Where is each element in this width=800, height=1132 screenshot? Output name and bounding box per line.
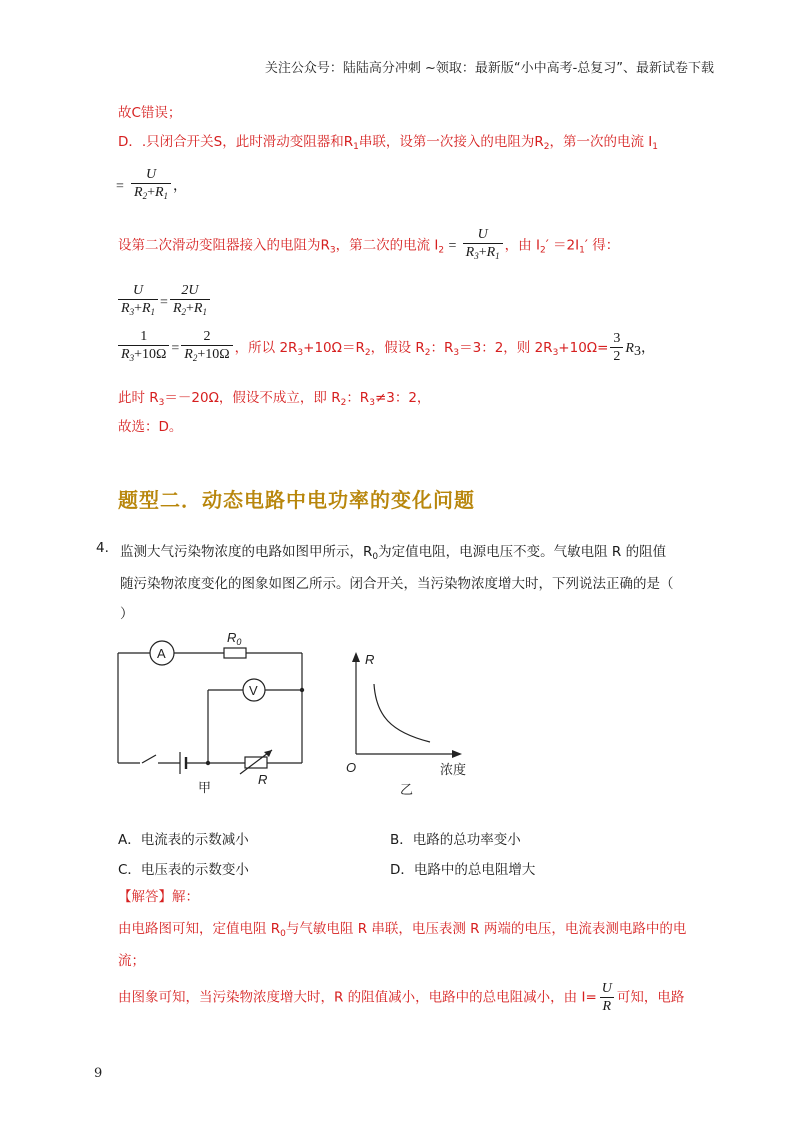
text: ，第一次的电流 I	[549, 134, 653, 150]
fraction-three-halves: $\frac{3}{2}$	[610, 330, 623, 365]
question-line-1: 监测大气污染物浓度的电路如图甲所示，$R_0$为定值电阻，电源电压不变。气敏电阻 R 的阻值	[120, 544, 667, 562]
junction-dot	[206, 761, 210, 765]
page-header: 关注公众号：陆陆高分冲刺 ~领取：最新版“小中高考-总复习”、最新试卷下载	[264, 61, 714, 76]
fraction-right: $\frac{2}{R_2+10\Omega}$	[181, 328, 232, 367]
r0-label: $R_0$	[227, 630, 242, 647]
x-axis-arrow	[452, 750, 462, 758]
graph-curve	[374, 684, 430, 742]
switch-lever	[142, 755, 156, 763]
option-b: B．电路的总功率变小	[390, 832, 521, 848]
fraction-right: $\frac{2U}{R_2+R_1}$	[170, 282, 210, 321]
page-number: 9	[94, 1066, 103, 1081]
fraction-u-over-r3r1: $\frac{U}{R_3+R_1}$	[463, 226, 503, 265]
circuit-and-graph-figure	[100, 620, 500, 810]
fraction-u-over-r2r1	[131, 166, 171, 205]
formula-i1	[116, 166, 187, 205]
sub: 1	[353, 142, 359, 152]
question-line-2: 随污染物浓度变化的图象如图乙所示。闭合开关，当污染物浓度增大时，下列说法正确的是（	[120, 576, 674, 592]
option-d: D．电路中的总电阻增大	[390, 862, 536, 878]
solution-line-contradiction: 此时 $R_3=-20\Omega$，假设不成立，即 $R_2$：$R_3\ne 3$：2，	[118, 390, 431, 408]
circuit-caption: 甲	[198, 780, 212, 795]
numerator: U	[145, 167, 157, 182]
text: D．.只闭合开关S，此时滑动变阻器和R	[118, 134, 354, 150]
varistor-arrowhead	[264, 750, 272, 757]
formula-equality-2: $\frac{1}{R_3+10\Omega}$ = $\frac{2}{R_2+10\Omega}$ ，所以 $2R_3+10\Omega=R_2$，假设 $R_2$：$R_3=3$：2，则 $2R_3+10\Omega=$ $\frac{3}{2}$ $R_3$，	[116, 328, 655, 367]
sub: 2	[543, 142, 550, 152]
fraction-left: $\frac{U}{R_3+R_1}$	[118, 282, 158, 321]
fraction-u-over-r: $\frac{U}{R}$	[599, 980, 615, 1015]
graph-y-label: R	[365, 652, 375, 667]
question-line-3: ）	[120, 606, 134, 622]
text: 串联，设第一次接入的电阻为R	[358, 134, 544, 150]
resistor-r0	[224, 648, 246, 658]
inline-text: ，所以 $2R_3+10\Omega=R_2$，假设 $R_2$：$R_3=3$：2，则 $2R_3+10\Omega=$	[234, 340, 609, 358]
option-c: C．电压表的示数变小	[118, 862, 249, 878]
option-a: A．电流表的示数减小	[118, 832, 249, 848]
comma: ，	[173, 179, 188, 194]
section-title: 题型二．动态电路中电功率的变化问题	[118, 488, 475, 512]
r-label: R	[258, 772, 268, 787]
graph-x-label: 浓度	[440, 762, 467, 777]
solution-line-second-current: 设第二次滑动变阻器接入的电阻为$R_3$，第二次的电流 $I_2$ = $\frac{U}{R_3+R_1}$ ，由 $I_2' =2I_1'$ 得：	[118, 226, 619, 265]
graph-origin: O	[346, 760, 357, 775]
answer-tag: 【解答】解：	[118, 889, 199, 905]
answer-line-1: 由电路图可知，定值电阻 $R_0$与气敏电阻 R 串联，电压表测 R 两端的电压，电流表测电路中的电	[118, 921, 687, 939]
answer-line-2: 流；	[118, 953, 145, 969]
answer-line-3: 由图象可知，当污染物浓度增大时，R 的阻值减小，电路中的总电阻减小，由 I= $\frac{U}{R}$ 可知，电路	[118, 981, 685, 1014]
ammeter-label: A	[157, 646, 166, 661]
denominator: $R_2+R_1$	[131, 183, 171, 205]
equals-sign: =	[116, 179, 124, 194]
sub: 1	[652, 142, 659, 152]
graph-caption: 乙	[400, 782, 414, 797]
fraction-left: $\frac{1}{R_3+10\Omega}$	[118, 328, 169, 367]
solution-line-c-wrong: 故C错误；	[118, 105, 182, 121]
voltmeter-label: V	[249, 683, 258, 698]
y-axis-arrow	[352, 652, 360, 662]
solution-line-d	[118, 130, 658, 152]
formula-equality-1: $\frac{U}{R_3+R_1}$ = $\frac{2U}{R_2+R_1}$	[116, 282, 212, 321]
solution-final-answer: 故选：D。	[118, 419, 183, 435]
junction-dot	[300, 688, 304, 692]
question-number: 4.	[96, 540, 109, 556]
